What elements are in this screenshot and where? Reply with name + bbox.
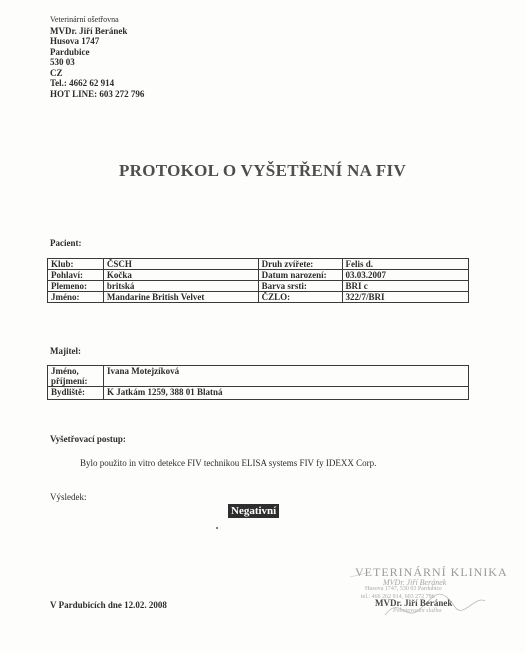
stamp-address: Husova 1747, 530 03 Pardubice: [365, 586, 442, 592]
patient-cell: Jméno:: [48, 292, 104, 303]
owner-name-value: Ivana Motejzíková: [103, 366, 468, 387]
stamp-telephone: tel.: 466 262 914, 603 272 796: [361, 594, 435, 600]
method-heading: Vyšetřovací postup:: [50, 434, 126, 444]
patient-cell: 03.03.2007: [342, 270, 469, 281]
owner-heading: Majitel:: [50, 346, 81, 356]
table-row: [48, 366, 469, 387]
sender-clinic: Veterinární ošetřovna: [50, 15, 119, 24]
sender-city: Pardubice: [50, 46, 90, 57]
sender-tel: Tel.: 4662 62 914: [50, 78, 115, 88]
signature-name: MVDr. Jiří Beránek: [375, 598, 453, 608]
table-row: [48, 387, 469, 400]
patient-cell: Felis d.: [342, 259, 469, 270]
result-heading: Výsledek:: [50, 492, 87, 502]
sender-doctor: MVDr. Jiří Beránek: [50, 25, 128, 36]
patient-cell: BRI c: [342, 281, 469, 292]
sender-hotline: HOT LINE: 603 272 796: [50, 88, 145, 99]
patient-cell: Druh zvířete:: [258, 259, 342, 270]
patient-cell: ČSCH: [103, 259, 258, 270]
table-row: [48, 259, 469, 270]
sender-country: CZ: [50, 67, 63, 78]
stamp-doctor-name: MVDr. Jiří Beránek: [383, 578, 447, 587]
date-place: V Pardubicích dne 12.02. 2008: [50, 600, 167, 610]
patient-cell: Kočka: [103, 270, 258, 281]
patient-cell: Pohlaví:: [48, 270, 104, 281]
document-title: PROTOKOL O VYŠETŘENÍ NA FIV: [118, 161, 407, 180]
sender-address-block: [50, 15, 144, 99]
owner-address-value: K Jatkám 1259, 388 01 Blatná: [103, 387, 468, 400]
patient-cell: ČZLO:: [258, 292, 342, 303]
owner-address-label: Bydliště:: [48, 387, 104, 400]
method-text: Bylo použito in vitro detekce FIV technikou ELISA systems FIV fy IDEXX Corp.: [80, 458, 377, 468]
stamp-clinic-name: VETERINÁRNÍ KLINIKA: [355, 565, 508, 579]
patient-cell: Barva srsti:: [258, 281, 342, 292]
patient-cell: Mandarine British Velvet: [103, 292, 258, 303]
clinic-stamp: [345, 565, 508, 625]
sender-street: Husova 1747: [50, 36, 100, 46]
owner-table: [47, 365, 469, 400]
table-row: [48, 281, 469, 292]
sender-zip: 530 03: [50, 57, 75, 67]
table-row: [48, 270, 469, 281]
patient-cell: Plemeno:: [48, 281, 104, 292]
patient-table: [47, 258, 469, 303]
table-row: [48, 292, 469, 303]
result-value-badge: Negativní: [228, 504, 279, 518]
patient-heading: Pacient:: [50, 238, 82, 248]
patient-cell: Datum narození:: [258, 270, 342, 281]
patient-cell: 322/7/BRI: [342, 292, 469, 303]
patient-cell: Klub:: [48, 259, 104, 270]
stamp-service: Pohotovostní služba: [393, 608, 442, 614]
stray-dot: [216, 527, 218, 529]
owner-name-label: Jméno, příjmení:: [48, 366, 104, 387]
patient-cell: britská: [103, 281, 258, 292]
